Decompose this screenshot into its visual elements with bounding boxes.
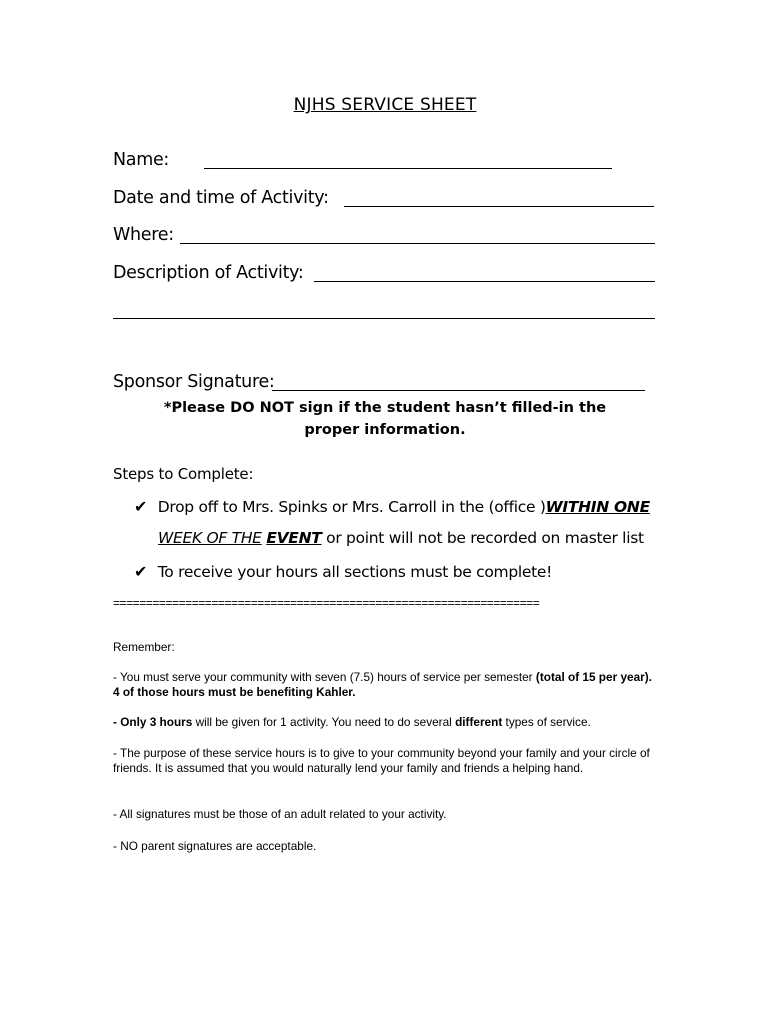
remember-item-5: - NO parent signatures are acceptable. <box>113 839 317 853</box>
sponsor-signature-label: Sponsor Signature: <box>113 372 275 392</box>
remember-item-1-bold: (total of 15 per year). 4 of those hours must be benefiting Kahler. <box>113 670 652 699</box>
where-label: Where: <box>113 225 174 245</box>
remember-item-4: - All signatures must be those of an adult related to your activity. <box>113 807 447 821</box>
date-time-label: Date and time of Activity: <box>113 188 329 208</box>
description-field[interactable] <box>314 281 655 282</box>
name-label: Name: <box>113 150 170 170</box>
signature-note: *Please DO NOT sign if the student hasn’t filled-in the proper information. <box>163 400 607 438</box>
name-field[interactable] <box>204 168 612 169</box>
page-title: NJHS SERVICE SHEET <box>293 95 477 115</box>
step-2-text: To receive your hours all sections must be complete! <box>157 563 553 581</box>
date-time-field[interactable] <box>344 206 654 207</box>
step-1-emphasis: WITHIN ONE <box>545 498 650 516</box>
step-2 <box>134 562 552 581</box>
remember-item-2-text: will be given for 1 activity. You need to do several <box>192 715 456 729</box>
remember-item-2-text-2: types of service. <box>502 715 591 729</box>
step-1-tail: or point will not be recorded on master list <box>326 529 644 547</box>
step-1-text: Drop off to Mrs. Spinks or Mrs. Carroll in the (office ) <box>157 498 546 516</box>
remember-item-2-bold: - Only 3 hours <box>113 715 193 729</box>
remember-item-1-text: - You must serve your community with seven (7.5) hours of service per semester <box>113 670 536 684</box>
remember-heading: Remember: <box>113 640 175 654</box>
sponsor-signature-field[interactable] <box>272 390 645 391</box>
step-1-continued <box>158 529 644 547</box>
step-1-emphasis-2: WEEK OF THE <box>158 529 262 547</box>
where-field[interactable] <box>180 243 655 244</box>
step-1 <box>134 497 650 516</box>
steps-heading: Steps to Complete: <box>113 465 254 483</box>
step-1-emphasis-3: EVENT <box>266 529 322 547</box>
description-label: Description of Activity: <box>113 263 304 283</box>
description-field-line-2[interactable] <box>113 318 655 319</box>
remember-item-2-bold-2: different <box>455 715 503 729</box>
remember-item-1 <box>113 670 658 700</box>
remember-item-3: - The purpose of these service hours is to give to your community beyond your family and your circle of friends. It is assumed that you would naturally lend your family and friends a helping hand. <box>113 746 650 775</box>
checkmark-icon: ✔ <box>134 562 148 581</box>
remember-item-2 <box>113 715 658 730</box>
separator-line: ================================================================= <box>113 596 540 610</box>
checkmark-icon: ✔ <box>134 497 148 516</box>
